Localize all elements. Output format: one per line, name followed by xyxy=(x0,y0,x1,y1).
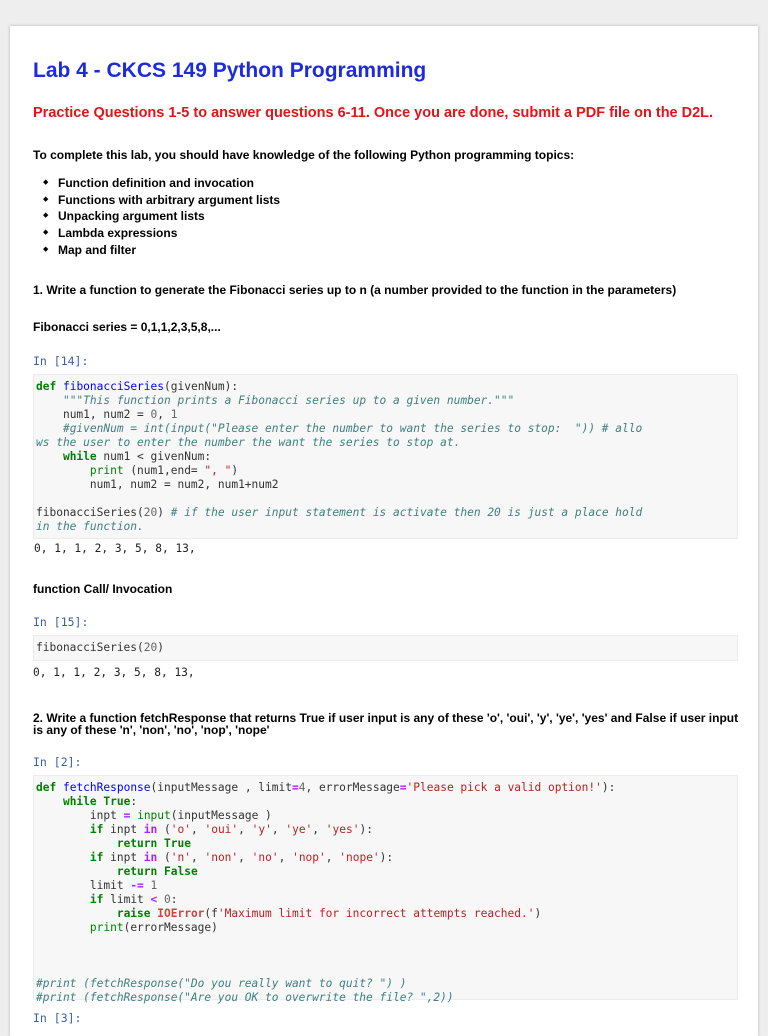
code-token: inpt xyxy=(103,851,144,864)
code-token: #print (fetchResponse("Do you really want to quit? ") ) xyxy=(36,977,407,990)
code-token: ): xyxy=(359,823,373,836)
code-token: = xyxy=(399,781,407,794)
cell-output: 0, 1, 1, 2, 3, 5, 8, 13, xyxy=(33,666,195,679)
code-token: if xyxy=(89,851,104,864)
code-token: ): xyxy=(379,851,394,864)
code-token: ): xyxy=(601,781,616,794)
code-token: def xyxy=(36,380,57,393)
code-token: ) xyxy=(534,907,542,920)
code-token: (inputMessage ) xyxy=(170,809,272,822)
code-token: , errorMessage xyxy=(305,781,400,794)
cell-prompt: In [14]: xyxy=(33,354,89,368)
code-token: limit xyxy=(103,893,151,906)
code-token: 1 xyxy=(150,879,158,892)
code-token: = xyxy=(291,781,299,794)
code-token: < xyxy=(150,893,158,906)
code-token: (inputMessage , limit xyxy=(150,781,292,794)
code-token: 20 xyxy=(143,641,158,654)
code-token: def xyxy=(36,781,57,794)
code-token: inpt xyxy=(103,823,144,836)
question-2: 2. Write a function fetchResponse that returns True if user input is any of these 'o', 'oui', 'y', 'ye', 'yes' and False if user input is any of these 'n', 'non', 'no', 'nop', 'nope' xyxy=(33,711,739,737)
code-token: 'yes' xyxy=(325,823,360,836)
code-token: print xyxy=(89,921,124,934)
code-token: (num1,end= xyxy=(123,464,205,477)
code-token: 'nop' xyxy=(292,851,326,864)
cell-prompt: In [15]: xyxy=(33,615,89,629)
code-token: """This function prints a Fibonacci series up to a given number.""" xyxy=(62,394,515,407)
code-cell-fetch-response[interactable] xyxy=(33,775,738,1004)
lab-instructions: Practice Questions 1-5 to answer questions 6-11. Once you are done, submit a PDF file on the D2L. xyxy=(33,105,714,121)
code-token: 'oui' xyxy=(204,823,239,836)
code-token: ) xyxy=(231,464,239,477)
code-token: num1, num2 = num2, num1+num2 xyxy=(89,478,279,491)
code-token: ( xyxy=(157,851,171,864)
code-token: (givenNum): xyxy=(164,380,239,393)
code-token: ", " xyxy=(204,464,232,477)
code-token: num1, num2 = xyxy=(62,408,151,421)
code-token: 'ye' xyxy=(285,823,313,836)
code-token: fibonacciSeries( xyxy=(36,506,144,519)
code-block xyxy=(36,380,642,534)
code-token: True xyxy=(164,837,191,850)
code-token: in xyxy=(143,851,158,864)
code-token: print xyxy=(89,464,124,477)
cell-output: 0, 1, 1, 2, 3, 5, 8, 13, xyxy=(34,542,196,555)
code-token: input xyxy=(137,809,171,822)
code-token: : xyxy=(130,795,138,808)
code-token: fibonacciSeries( xyxy=(36,641,144,654)
code-token: while xyxy=(62,450,97,463)
code-token: # if the user input statement is activate then 20 is just a place hold xyxy=(170,506,643,519)
code-token: while xyxy=(62,795,97,808)
code-token: 0 xyxy=(164,893,171,906)
code-token: raise xyxy=(116,907,151,920)
code-token: 'o' xyxy=(170,823,191,836)
code-token: ) xyxy=(157,641,165,654)
cell-prompt: In [3]: xyxy=(33,1011,82,1025)
list-item: ◆ Functions with arbitrary argument lists xyxy=(58,192,280,209)
code-token: return xyxy=(116,865,158,878)
code-token: ws the user to enter the number the want the series to stop at. xyxy=(36,436,461,449)
code-token: 'y' xyxy=(251,823,272,836)
question-1: 1. Write a function to generate the Fibonacci series up to n (a number provided to the function in the parameters) xyxy=(33,283,677,297)
code-block: def fetchResponse(inputMessage , limit=4, errorMessage='Please pick a valid option!'): while True: inpt = input(inputMessage ) if inpt in ('o', 'oui', 'y', 'ye', 'yes'): return True if inpt in ('n', 'non', 'no', 'nop', 'nope'): return False limit -= 1 if limit < 0: raise IOError(f'Maximum limit for incorrect attempts reached.') print(errorMessage) #print (fetchResponse("Do you really want to quit? ") ) #print (fetchResponse("Are you OK to overwrite the file? ",2)) xyxy=(36,781,616,1004)
code-token: -= xyxy=(130,879,144,892)
code-token: 'no' xyxy=(251,851,279,864)
code-token: (errorMessage) xyxy=(123,921,218,934)
cell-prompt: In [2]: xyxy=(33,755,82,769)
list-item: ◆ Map and filter xyxy=(58,242,280,259)
code-token: (f xyxy=(204,907,218,920)
code-token: 0 xyxy=(150,408,158,421)
code-token: 'Maximum limit for incorrect attempts reached.' xyxy=(217,907,535,920)
code-cell-fibonacci[interactable] xyxy=(33,374,738,555)
code-block xyxy=(36,641,164,655)
list-item: ◆ Unpacking argument lists xyxy=(58,208,280,225)
list-item: ◆ Function definition and invocation xyxy=(58,175,280,192)
list-item: ◆ Lambda expressions xyxy=(58,225,280,242)
code-token: if xyxy=(89,823,104,836)
code-cell-call[interactable] xyxy=(33,635,738,661)
code-token: IOError xyxy=(157,907,205,920)
code-token: 'Please pick a valid option!' xyxy=(406,781,602,794)
code-token: fetchResponse xyxy=(62,781,151,794)
code-token: 'n' xyxy=(170,851,191,864)
page-title: Lab 4 - CKCS 149 Python Programming xyxy=(33,59,427,82)
code-token: True xyxy=(103,795,131,808)
code-token: 4 xyxy=(298,781,306,794)
code-token: fibonacciSeries xyxy=(62,380,165,393)
code-token: in xyxy=(143,823,158,836)
code-token: #print (fetchResponse("Are you OK to overwrite the file? ",2)) xyxy=(36,991,454,1004)
call-heading: function Call/ Invocation xyxy=(33,582,173,596)
notebook-page xyxy=(10,26,758,1036)
code-token: ( xyxy=(157,823,171,836)
code-token: inpt xyxy=(89,809,124,822)
code-token: num1 < givenNum: xyxy=(96,450,212,463)
code-token: 1 xyxy=(170,408,178,421)
fibonacci-series-text: Fibonacci series = 0,1,1,2,3,5,8,... xyxy=(33,320,221,334)
code-token: , xyxy=(157,408,171,421)
code-token: limit xyxy=(89,879,131,892)
code-token: 20 xyxy=(143,506,158,519)
intro-text: To complete this lab, you should have knowledge of the following Python programming topics: xyxy=(33,148,575,162)
code-token: 'non' xyxy=(204,851,239,864)
code-token: : xyxy=(170,893,178,906)
code-token: False xyxy=(164,865,198,878)
code-token: ) xyxy=(157,506,171,519)
code-token: 'nope' xyxy=(339,851,380,864)
code-token: if xyxy=(89,893,104,906)
code-token: #givenNum = int(input("Please enter the number to want the series to stop: ")) # allo xyxy=(62,422,643,435)
code-token: in the function. xyxy=(36,520,144,533)
code-token: = xyxy=(123,809,131,822)
code-token: return xyxy=(116,837,158,850)
topics-list xyxy=(33,175,280,258)
